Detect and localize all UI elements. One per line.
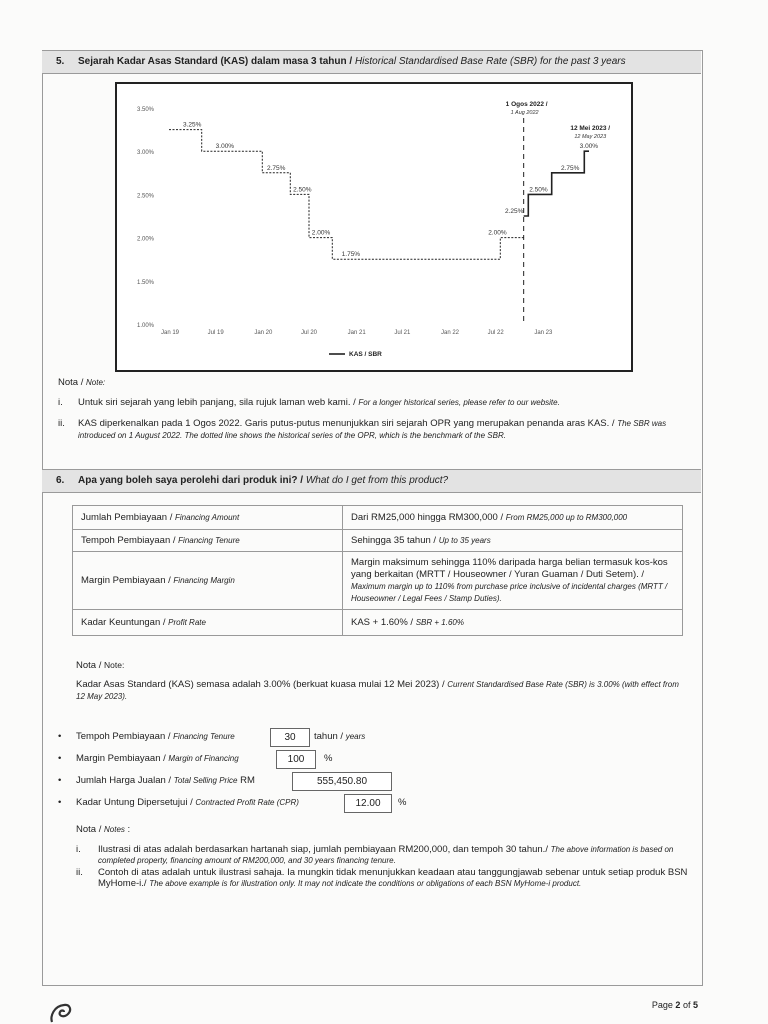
data-label: 2.25% xyxy=(505,208,524,215)
bullet-dot: • xyxy=(58,797,62,808)
section-number: 6. xyxy=(56,475,65,486)
table-value: Dari RM25,000 hingga RM300,000 / From RM25,000 up to RM300,000 xyxy=(343,506,683,530)
x-tick-label: Jul 22 xyxy=(487,330,504,336)
tenure-unit: tahun / years xyxy=(314,731,366,742)
data-label: 2.75% xyxy=(267,164,286,172)
notes-bottom-heading: Nota / Notes : xyxy=(76,824,131,835)
table-row xyxy=(73,506,683,530)
x-tick-label: Jan 23 xyxy=(534,330,553,336)
table-row xyxy=(73,610,683,636)
product-table xyxy=(72,505,683,636)
margin-unit: % xyxy=(324,753,333,764)
bullet-dot: • xyxy=(58,753,62,764)
data-label: 1.75% xyxy=(341,251,361,259)
data-label: 2.50% xyxy=(293,186,312,194)
bullet-dot: • xyxy=(58,775,62,786)
sbr-series xyxy=(524,151,589,216)
data-label: 3.00% xyxy=(215,143,235,151)
y-tick-label: 2.00% xyxy=(137,236,155,243)
margin-value: 100 xyxy=(276,750,316,769)
data-label: 2.00% xyxy=(488,229,507,237)
data-label: 3.00% xyxy=(579,143,599,151)
x-tick-label: Jan 22 xyxy=(441,330,460,336)
table-value: KAS + 1.60% / SBR + 1.60% xyxy=(343,610,683,636)
tenure-value: 30 xyxy=(270,728,310,747)
table-label: Kadar Keuntungan / Profit Rate xyxy=(73,610,343,636)
y-tick-label: 1.50% xyxy=(137,279,155,286)
table-value: Margin maksimum sehingga 110% daripada harga belian termasuk kos-kos yang berkaitan (MRTT / Houseowner / Yuran Guaman / Duti Setem). / Maximum margin up to 110% from purchase price inclusive of incidental charges (MRTT / Houseowner / Legal Fees / Stamp Duties). xyxy=(343,552,683,610)
y-tick-label: 1.00% xyxy=(137,323,155,329)
annotation-sublabel: 1 Aug 2022 xyxy=(510,110,539,116)
section-title-ms: Apa yang boleh saya perolehi dari produk ini? / xyxy=(78,475,304,486)
notes-bottom-item-2: ii. xyxy=(76,867,83,878)
notes-bottom-item-1: i. xyxy=(76,844,81,855)
annotation-sublabel: 12 May 2023 xyxy=(574,134,607,140)
notes5-heading: Nota / Note: xyxy=(58,377,106,388)
section-5-header xyxy=(42,50,701,74)
notes-bottom-item-1-text: Ilustrasi di atas adalah berdasarkan hartanah siap, jumlah pembiayaan RM200,000, dan tempoh 30 tahun./ The above information is based on completed property, financing amount of RM200,000, and 30 years financing tenure. xyxy=(98,844,674,865)
data-label: 2.75% xyxy=(561,164,580,172)
x-tick-label: Jan 19 xyxy=(161,330,180,336)
bsn-logo-icon xyxy=(48,1002,74,1024)
x-tick-label: Jan 21 xyxy=(347,330,366,336)
section-title-ms: Sejarah Kadar Asas Standard (KAS) dalam masa 3 tahun / xyxy=(78,56,353,67)
section-title-en: What do I get from this product? xyxy=(305,475,449,486)
x-tick-label: Jul 21 xyxy=(394,330,411,336)
data-label: 2.50% xyxy=(529,186,548,194)
note6-heading: Nota / Note: xyxy=(76,660,125,671)
notes-bottom-item-2-text: Contoh di atas adalah untuk ilustrasi sahaja. Ia mungkin tidak menunjukkan keadaan atau tanggungjawab sebenar untuk setiap produk BSN MyHome-i./ The above example is for illustration only. It may not indicate the conditions or obligations of each BSN MyHome-i product. xyxy=(98,867,688,889)
x-tick-label: Jul 19 xyxy=(207,330,224,336)
notes5-item-2: ii. xyxy=(58,418,65,429)
bullet-dot: • xyxy=(58,731,62,742)
data-label: 2.00% xyxy=(311,229,331,237)
table-label: Tempoh Pembiayaan / Financing Tenure xyxy=(73,530,343,552)
y-tick-label: 3.50% xyxy=(137,107,155,113)
table-label: Margin Pembiayaan / Financing Margin xyxy=(73,552,343,610)
notes5-item-1: i. xyxy=(58,397,63,408)
note6-text: Kadar Asas Standard (KAS) semasa adalah 3.00% (berkuat kuasa mulai 12 Mei 2023) / Current Standardised Base Rate (SBR) is 3.00% (with effect from 12 May 2023). xyxy=(76,679,679,701)
y-tick-label: 3.00% xyxy=(137,150,155,157)
table-label: Jumlah Pembiayaan / Financing Amount xyxy=(73,506,343,530)
x-tick-label: Jul 20 xyxy=(301,330,318,336)
y-tick-label: 2.50% xyxy=(137,193,155,200)
section-title-en: Historical Standardised Base Rate (SBR) for the past 3 years xyxy=(354,56,626,67)
annotation-label: 12 Mei 2023 / xyxy=(570,125,611,132)
notes5-item-2-text: KAS diperkenalkan pada 1 Ogos 2022. Garis putus-putus menunjukkan siri sejarah OPR yang merupakan penanda aras KAS. / The SBR was introduced on 1 August 2022. The dotted line shows the historical series of the OPR, which is the benchmark of the SBR. xyxy=(78,418,667,440)
table-value: Sehingga 35 tahun / Up to 35 years xyxy=(343,530,683,552)
section-title xyxy=(78,470,448,492)
price-value: 555,450.80 xyxy=(292,772,392,791)
section-6-header xyxy=(42,469,701,493)
data-label: 3.25% xyxy=(183,121,202,129)
sbr-chart xyxy=(115,82,633,372)
section-title xyxy=(78,51,626,73)
x-tick-label: Jan 20 xyxy=(254,330,273,336)
section-number: 5. xyxy=(56,56,65,67)
table-row xyxy=(73,552,683,610)
chart-svg xyxy=(117,84,631,370)
legend-label: KAS / SBR xyxy=(349,351,382,358)
profit-unit: % xyxy=(398,797,407,808)
annotation-label: 1 Ogos 2022 / xyxy=(505,101,548,108)
table-row xyxy=(73,530,683,552)
profit-value: 12.00 xyxy=(344,794,392,813)
notes5-item-1-text: Untuk siri sejarah yang lebih panjang, sila rujuk laman web kami. / For a longer historical series, please refer to our website. xyxy=(78,397,560,408)
page-number: Page 2 of 5 xyxy=(651,1000,698,1010)
